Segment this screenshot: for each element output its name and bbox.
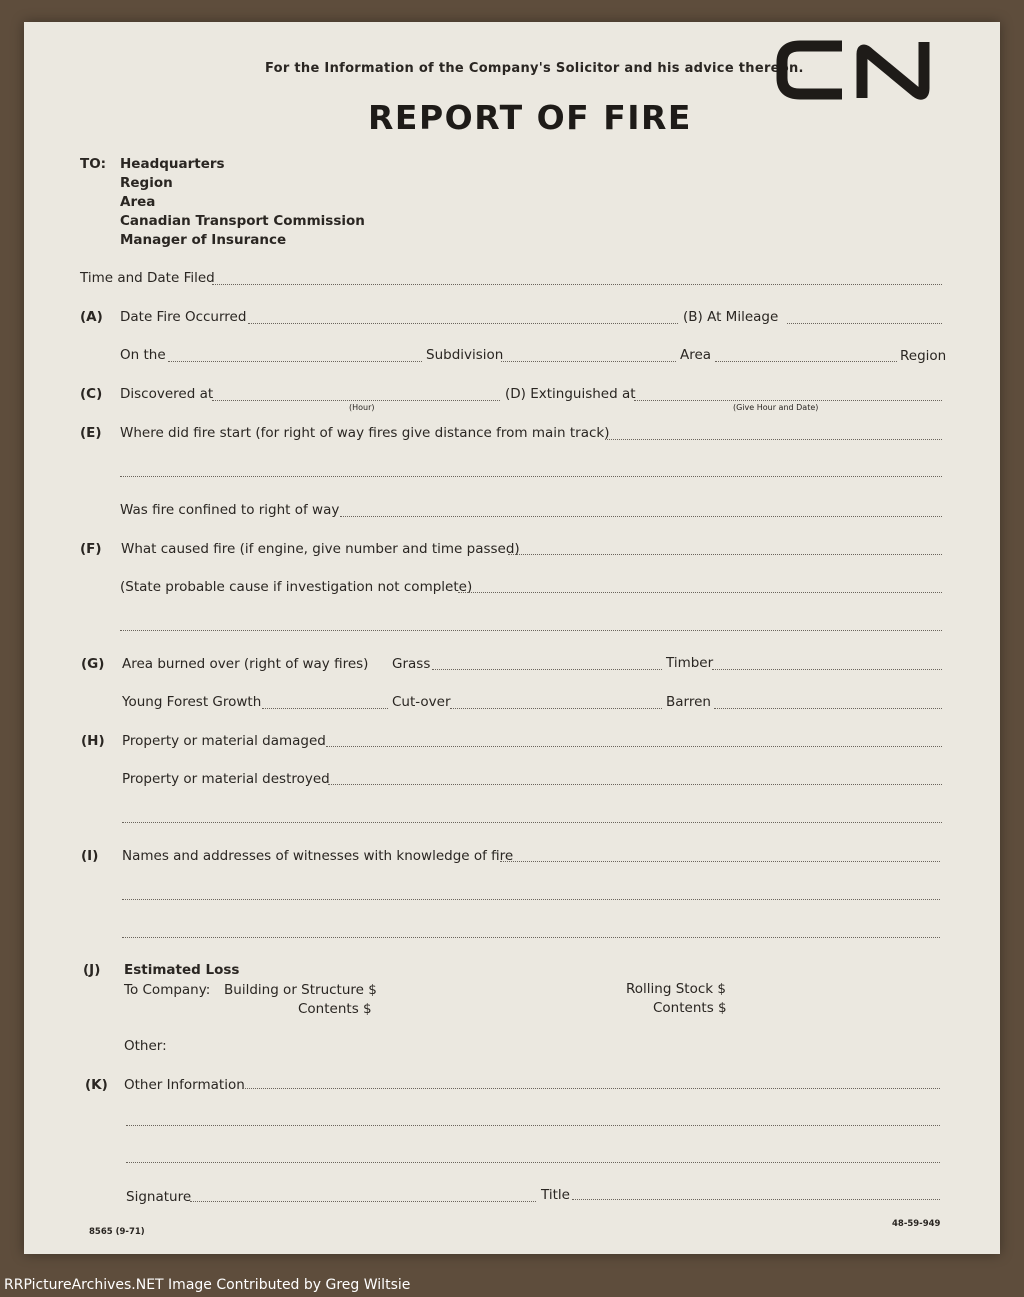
section-k-letter: (K) — [85, 1077, 108, 1093]
timber-label: Timber — [666, 655, 714, 671]
recipient-headquarters: Headquarters — [120, 156, 225, 172]
young-forest-line[interactable] — [262, 708, 388, 709]
where-start-line-2[interactable] — [120, 476, 942, 477]
cut-over-line[interactable] — [450, 708, 662, 709]
form-paper — [24, 22, 1000, 1254]
area-label: Area — [680, 347, 712, 363]
section-j-letter: (J) — [83, 962, 101, 978]
witnesses-line-2[interactable] — [122, 899, 940, 900]
grass-label: Grass — [392, 656, 431, 672]
on-the-label: On the — [120, 347, 166, 363]
what-caused-label: What caused fire (if engine, give number and time passed) — [121, 541, 520, 557]
contents-left-label: Contents $ — [298, 1001, 372, 1017]
witnesses-label: Names and addresses of witnesses with knowledge of fire — [122, 848, 514, 864]
witnesses-line[interactable] — [500, 861, 940, 862]
date-fire-occurred-line[interactable] — [248, 323, 678, 324]
other-label: Other: — [124, 1038, 167, 1054]
section-f-letter: (F) — [80, 541, 102, 557]
other-information-label: Other Information — [124, 1077, 245, 1093]
section-e-letter: (E) — [80, 425, 102, 441]
recipient-ctc: Canadian Transport Commission — [120, 213, 365, 229]
destroyed-label: Property or material destroyed — [122, 771, 330, 787]
time-date-filed-line[interactable] — [212, 284, 942, 285]
confined-label: Was fire confined to right of way — [120, 502, 340, 518]
section-h-letter: (H) — [81, 733, 105, 749]
cut-over-label: Cut-over — [392, 694, 451, 710]
subdivision-label: Subdivision — [426, 347, 504, 363]
title-line[interactable] — [572, 1199, 940, 1200]
rolling-stock-label: Rolling Stock $ — [626, 981, 726, 997]
area-burned-label: Area burned over (right of way fires) — [122, 656, 369, 672]
signature-line[interactable] — [190, 1201, 536, 1202]
young-forest-label: Young Forest Growth — [122, 694, 262, 710]
title-label: Title — [541, 1187, 570, 1203]
image-credit: RRPictureArchives.NET Image Contributed by Greg Wiltsie — [4, 1277, 411, 1293]
probable-cause-line[interactable] — [458, 592, 942, 593]
probable-cause-label: (State probable cause if investigation not complete) — [120, 579, 473, 595]
barren-line[interactable] — [714, 708, 942, 709]
region-label: Region — [900, 348, 947, 364]
solicitor-info-line: For the Information of the Company's Solicitor and his advice thereon. — [265, 61, 804, 76]
signature-label: Signature — [126, 1189, 192, 1205]
contents-right-label: Contents $ — [653, 1000, 727, 1016]
recipient-insurance: Manager of Insurance — [120, 232, 287, 248]
building-structure-label: Building or Structure $ — [224, 982, 377, 998]
to-label: TO: — [80, 156, 107, 172]
at-mileage-line[interactable] — [787, 323, 942, 324]
discovered-at-label: Discovered at — [120, 386, 214, 402]
recipient-region: Region — [120, 175, 173, 191]
where-start-line[interactable] — [605, 439, 942, 440]
area-line[interactable] — [715, 361, 897, 362]
form-code-left: 8565 (9-71) — [89, 1227, 145, 1237]
date-fire-occurred-label: Date Fire Occurred — [120, 309, 247, 325]
probable-cause-line-2[interactable] — [120, 630, 942, 631]
at-mileage-label: (B) At Mileage — [683, 309, 779, 325]
discovered-at-line[interactable] — [212, 400, 500, 401]
to-company-label: To Company: — [124, 982, 211, 998]
time-date-filed-label: Time and Date Filed — [80, 270, 215, 286]
other-information-line[interactable] — [242, 1088, 940, 1089]
extinguished-at-label: (D) Extinguished at — [505, 386, 636, 402]
section-i-letter: (I) — [81, 848, 99, 864]
grass-line[interactable] — [432, 669, 662, 670]
barren-label: Barren — [666, 694, 711, 710]
section-a-letter: (A) — [80, 309, 103, 325]
confined-line[interactable] — [340, 516, 942, 517]
estimated-loss-label: Estimated Loss — [124, 962, 240, 978]
damaged-label: Property or material damaged — [122, 733, 326, 749]
cn-logo-icon — [776, 40, 946, 102]
hour-note: (Hour) — [349, 403, 375, 412]
give-hour-date-note: (Give Hour and Date) — [733, 403, 819, 412]
damaged-line[interactable] — [326, 746, 942, 747]
other-information-line-2[interactable] — [126, 1125, 940, 1126]
section-c-letter: (C) — [80, 386, 103, 402]
destroyed-line-2[interactable] — [122, 822, 942, 823]
extinguished-at-line[interactable] — [634, 400, 942, 401]
witnesses-line-3[interactable] — [122, 937, 940, 938]
where-start-label: Where did fire start (for right of way fires give distance from main track) — [120, 425, 610, 441]
what-caused-line[interactable] — [508, 554, 942, 555]
subdivision-line[interactable] — [501, 361, 676, 362]
recipient-area: Area — [120, 194, 156, 210]
other-information-line-3[interactable] — [126, 1162, 940, 1163]
form-code-right: 48-59-949 — [892, 1219, 941, 1229]
on-the-line[interactable] — [168, 361, 422, 362]
section-g-letter: (G) — [81, 656, 105, 672]
destroyed-line[interactable] — [328, 784, 942, 785]
form-title: REPORT OF FIRE — [368, 98, 692, 137]
timber-line[interactable] — [712, 669, 942, 670]
